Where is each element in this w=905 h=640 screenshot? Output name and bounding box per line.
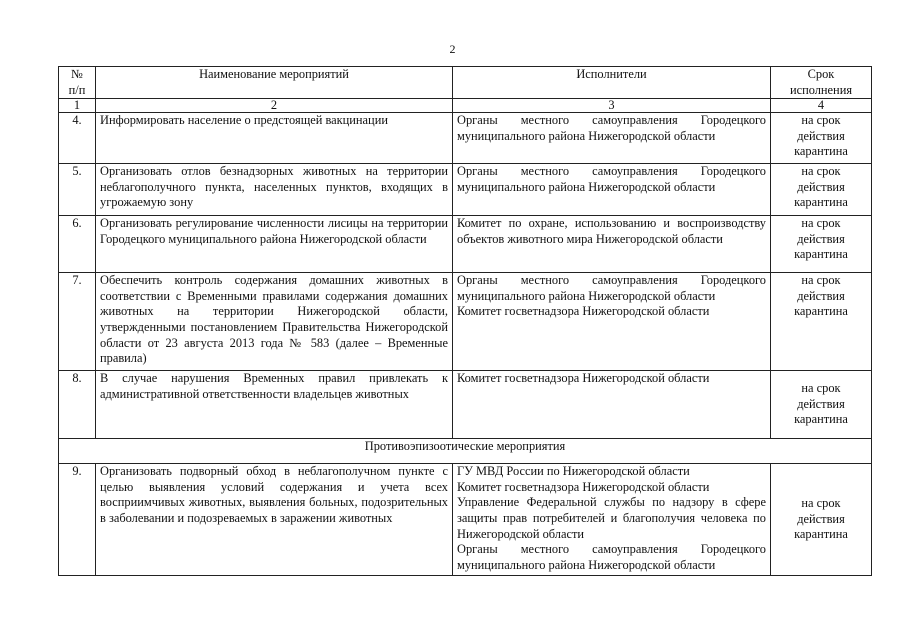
term: на срок действия карантина (771, 216, 872, 273)
table-row (59, 164, 872, 216)
executors: Комитет госветнадзора Нижегородской области (453, 371, 771, 439)
index-cell: 3 (453, 99, 771, 113)
term: на срок действия карантина (771, 371, 872, 439)
executors: Органы местного самоуправления Городецкого муниципального района Нижегородской области (453, 164, 771, 216)
term: на срок действия карантина (771, 113, 872, 164)
header-name: Наименование мероприятий (96, 67, 453, 99)
term: на срок действия карантина (771, 273, 872, 371)
measures-table (58, 66, 872, 576)
table-row (59, 113, 872, 164)
table-header-row (59, 67, 872, 99)
row-number: 7. (59, 273, 96, 371)
measure-name: Организовать регулирование численности лисицы на территории Городецкого муниципального района Нижегородской области (96, 216, 453, 273)
measure-name: В случае нарушения Временных правил привлекать к административной ответственности владельцев животных (96, 371, 453, 439)
section-row (59, 439, 872, 464)
term: на срок действия карантина (771, 164, 872, 216)
executors: Органы местного самоуправления Городецкого муниципального района Нижегородской области Комитет госветнадзора Нижегородской области (453, 273, 771, 371)
index-cell: 4 (771, 99, 872, 113)
table-row (59, 371, 872, 439)
measure-name: Организовать отлов безнадзорных животных на территории неблагополучного пункта, населенных пунктов, входящих в угрожаемую зону (96, 164, 453, 216)
header-term: Срок исполнения (771, 67, 872, 99)
header-num: № п/п (59, 67, 96, 99)
executors: Органы местного самоуправления Городецкого муниципального района Нижегородской области (453, 113, 771, 164)
table-row (59, 216, 872, 273)
index-cell: 1 (59, 99, 96, 113)
row-number: 4. (59, 113, 96, 164)
page-number: 2 (449, 42, 456, 56)
row-number: 5. (59, 164, 96, 216)
measure-name: Организовать подворный обход в неблагополучном пункте с целью выявления условий содержания и учета всех восприимчивых животных, выявления больных, подозрительных в заболевании и подозреваемых в заражении животных (96, 464, 453, 576)
measure-name: Обеспечить контроль содержания домашних животных в соответствии с Временными правилами содержания домашних животных на территории Нижегородской области, утвержденными постановлением Правительства Нижегородской области от 23 августа 2013 года № 583 (далее – Временные правила) (96, 273, 453, 371)
header-executors: Исполнители (453, 67, 771, 99)
executors: ГУ МВД России по Нижегородской области Комитет госветнадзора Нижегородской области Управление Федеральной службы по надзору в сфере защиты прав потребителей и благополучия человека по Нижегородской области Органы местного самоуправления Городецкого муниципального района Нижегородской области (453, 464, 771, 576)
column-index-row (59, 99, 872, 113)
row-number: 8. (59, 371, 96, 439)
row-number: 6. (59, 216, 96, 273)
table-row (59, 273, 872, 371)
section-title: Противоэпизоотические мероприятия (59, 439, 872, 464)
measure-name: Информировать население о предстоящей вакцинации (96, 113, 453, 164)
table-row (59, 464, 872, 576)
index-cell: 2 (96, 99, 453, 113)
executors: Комитет по охране, использованию и воспроизводству объектов животного мира Нижегородской области (453, 216, 771, 273)
term: на срок действия карантина (771, 464, 872, 576)
row-number: 9. (59, 464, 96, 576)
